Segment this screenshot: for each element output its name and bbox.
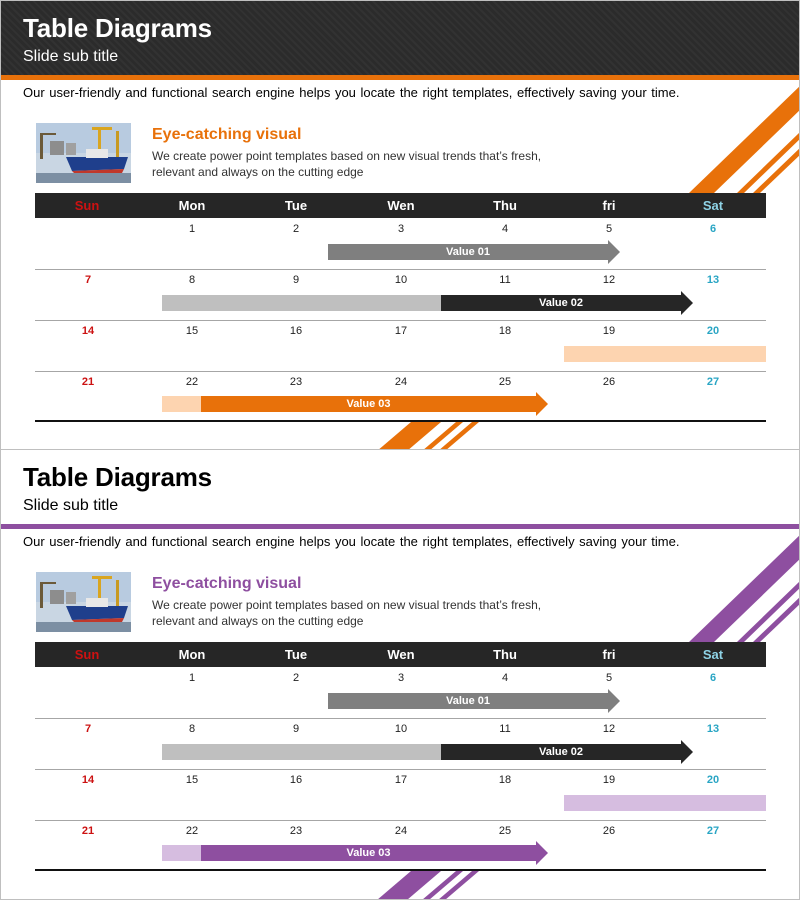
calendar-date: 6 bbox=[709, 672, 717, 684]
calendar-date: 2 bbox=[292, 672, 300, 684]
day-header-sun: Sun bbox=[74, 647, 100, 662]
calendar-header bbox=[35, 193, 766, 218]
calendar-date: 9 bbox=[292, 723, 300, 735]
calendar-date: 22 bbox=[185, 376, 199, 388]
calendar-date: 27 bbox=[706, 825, 720, 837]
day-header-tue: Tue bbox=[284, 198, 308, 213]
calendar-date: 26 bbox=[602, 825, 616, 837]
calendar-date: 14 bbox=[81, 774, 95, 786]
day-header-tue: Tue bbox=[284, 647, 308, 662]
calendar-date: 15 bbox=[185, 774, 199, 786]
calendar-date: 2 bbox=[292, 223, 300, 235]
calendar-date: 4 bbox=[501, 223, 509, 235]
calendar-date: 24 bbox=[394, 825, 408, 837]
feature-body: We create power point templates based on new visual trends that’s fresh, relevant and always on the cutting edge bbox=[152, 598, 542, 628]
calendar-date: 13 bbox=[706, 723, 720, 735]
value-01-label: Value 01 bbox=[445, 246, 491, 258]
calendar-header bbox=[35, 642, 766, 667]
calendar-date: 18 bbox=[498, 325, 512, 337]
calendar-date: 8 bbox=[188, 274, 196, 286]
week-divider bbox=[35, 269, 766, 270]
calendar-date: 16 bbox=[289, 325, 303, 337]
calendar-date: 13 bbox=[706, 274, 720, 286]
calendar-date: 21 bbox=[81, 825, 95, 837]
slide-description: Our user-friendly and functional search engine helps you locate the right templates, effectively saving your time. bbox=[23, 534, 680, 549]
calendar-date: 9 bbox=[292, 274, 300, 286]
week-divider bbox=[35, 320, 766, 321]
day-header-thu: Thu bbox=[493, 198, 517, 213]
calendar-date: 15 bbox=[185, 325, 199, 337]
week-3-highlight-bar bbox=[564, 795, 766, 811]
header-accent-line bbox=[1, 75, 800, 80]
calendar-date: 20 bbox=[706, 774, 720, 786]
calendar-date: 12 bbox=[602, 723, 616, 735]
calendar-bottom-line bbox=[35, 869, 766, 871]
calendar-date: 4 bbox=[501, 672, 509, 684]
week-divider bbox=[35, 820, 766, 821]
calendar-date: 11 bbox=[499, 723, 511, 735]
day-header-wen: Wen bbox=[387, 198, 415, 213]
value-03-label: Value 03 bbox=[346, 847, 391, 859]
week-divider bbox=[35, 371, 766, 372]
calendar-date: 23 bbox=[289, 825, 303, 837]
value-02-lead-bar bbox=[162, 744, 441, 760]
calendar-date: 10 bbox=[394, 723, 408, 735]
week-divider bbox=[35, 769, 766, 770]
calendar-date: 16 bbox=[289, 774, 303, 786]
slide-header bbox=[1, 450, 800, 525]
value-03-label: Value 03 bbox=[346, 398, 391, 410]
calendar-date: 25 bbox=[498, 825, 512, 837]
value-03-lead-bar bbox=[162, 845, 201, 861]
slide-description: Our user-friendly and functional search engine helps you locate the right templates, effectively saving your time. bbox=[23, 85, 680, 100]
calendar-date: 3 bbox=[397, 223, 405, 235]
calendar-date: 12 bbox=[602, 274, 616, 286]
day-header-fri: fri bbox=[602, 198, 616, 213]
value-01-label: Value 01 bbox=[445, 695, 491, 707]
calendar-date: 11 bbox=[499, 274, 511, 286]
calendar-date: 7 bbox=[84, 723, 92, 735]
calendar-bottom-line bbox=[35, 420, 766, 422]
calendar-date: 1 bbox=[188, 672, 196, 684]
value-02-label: Value 02 bbox=[538, 746, 584, 758]
calendar-date: 10 bbox=[394, 274, 408, 286]
day-header-thu: Thu bbox=[493, 647, 517, 662]
calendar-date: 26 bbox=[602, 376, 616, 388]
ship-photo bbox=[36, 572, 131, 632]
calendar-date: 8 bbox=[188, 723, 196, 735]
slide-title: Table Diagrams bbox=[23, 13, 212, 43]
ship-photo bbox=[36, 123, 131, 183]
calendar-date: 7 bbox=[84, 274, 92, 286]
calendar-date: 18 bbox=[498, 774, 512, 786]
slide-title: Table Diagrams bbox=[23, 462, 212, 492]
calendar-date: 19 bbox=[602, 774, 616, 786]
calendar-date: 24 bbox=[394, 376, 408, 388]
slide-subtitle: Slide sub title bbox=[23, 497, 119, 514]
day-header-fri: fri bbox=[602, 647, 616, 662]
calendar-date: 17 bbox=[394, 774, 408, 786]
calendar-date: 20 bbox=[706, 325, 720, 337]
calendar-date: 17 bbox=[394, 325, 408, 337]
day-header-wen: Wen bbox=[387, 647, 415, 662]
day-header-mon: Mon bbox=[178, 198, 206, 213]
calendar-date: 1 bbox=[188, 223, 196, 235]
week-divider bbox=[35, 718, 766, 719]
slide-2 bbox=[0, 450, 800, 900]
calendar-date: 5 bbox=[605, 672, 613, 684]
week-3-highlight-bar bbox=[564, 346, 766, 362]
calendar-date: 25 bbox=[498, 376, 512, 388]
slide-subtitle: Slide sub title bbox=[23, 48, 119, 65]
value-02-label: Value 02 bbox=[538, 297, 584, 309]
calendar-date: 6 bbox=[709, 223, 717, 235]
feature-body: We create power point templates based on new visual trends that’s fresh, relevant and always on the cutting edge bbox=[152, 149, 542, 179]
header-accent-line bbox=[1, 524, 800, 529]
calendar-date: 14 bbox=[81, 325, 95, 337]
calendar-date: 21 bbox=[81, 376, 95, 388]
feature-title: Eye-catching visual bbox=[152, 126, 302, 143]
feature-title: Eye-catching visual bbox=[152, 575, 302, 592]
calendar-date: 27 bbox=[706, 376, 720, 388]
calendar-date: 19 bbox=[602, 325, 616, 337]
value-03-lead-bar bbox=[162, 396, 201, 412]
value-02-lead-bar bbox=[162, 295, 441, 311]
calendar-date: 3 bbox=[397, 672, 405, 684]
day-header-mon: Mon bbox=[178, 647, 206, 662]
day-header-sat: Sat bbox=[702, 647, 724, 662]
calendar-date: 22 bbox=[185, 825, 199, 837]
calendar-date: 5 bbox=[605, 223, 613, 235]
slide-header bbox=[1, 1, 800, 76]
day-header-sun: Sun bbox=[74, 198, 100, 213]
calendar-date: 23 bbox=[289, 376, 303, 388]
day-header-sat: Sat bbox=[702, 198, 724, 213]
